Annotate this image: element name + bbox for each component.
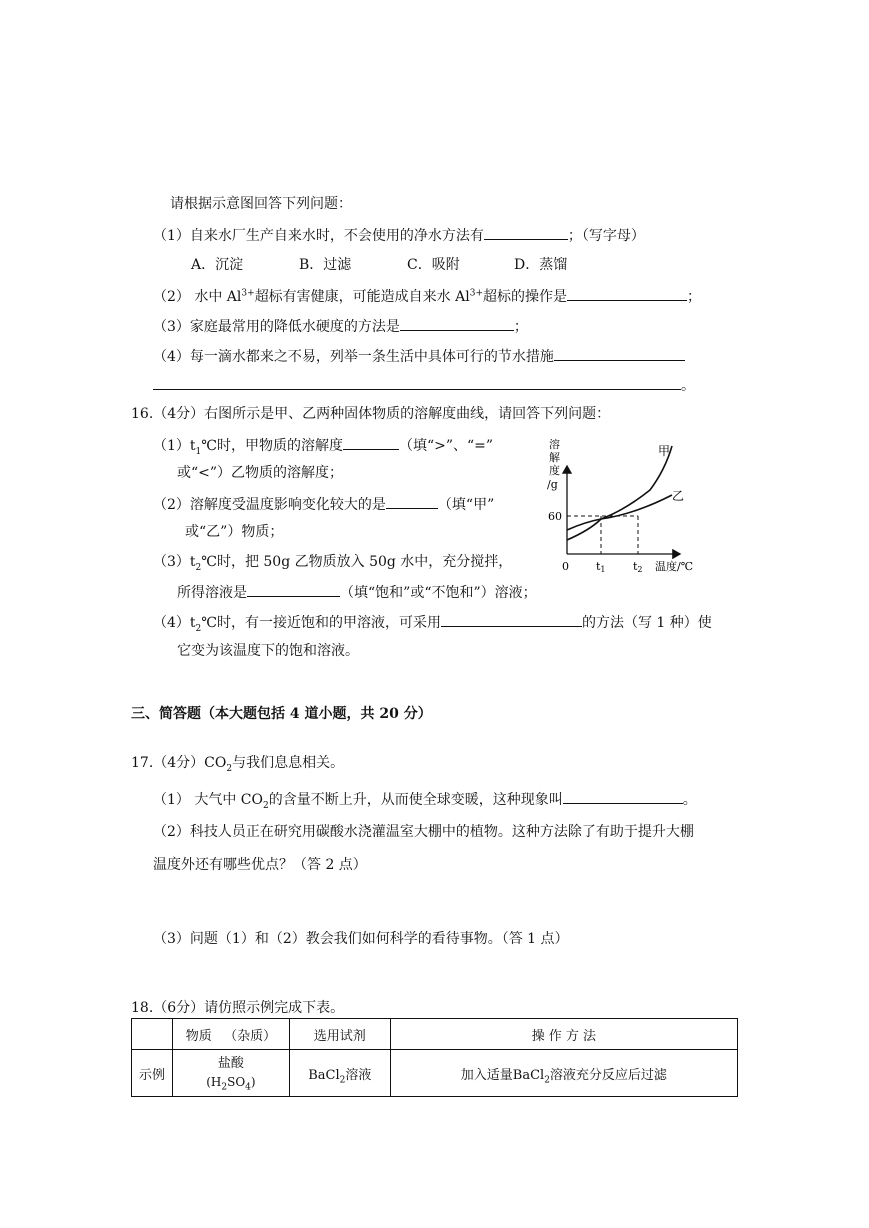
section3-heading: 三、简答题（本大题包括 4 道小题，共 20 分） (131, 706, 432, 722)
q16-p1-sub: 1 (195, 446, 202, 457)
q15-p1-prefix: （1）自来水厂生产自来水时，不会使用的净水方法有 (153, 228, 484, 244)
header-cell-blank (132, 1019, 173, 1050)
q16-p3-a: （3）t (153, 554, 196, 570)
q16-p2-a: （2）溶解度受温度影响变化较大的是 (153, 497, 386, 513)
q15-p1-suffix: ；（写字母） (567, 228, 645, 244)
q15-p4-blank[interactable] (554, 346, 685, 361)
q15-p3-prefix: （3）家庭最常用的降低水硬度的方法是 (153, 319, 400, 335)
q15-part1 (153, 225, 645, 245)
substance-text: 盐酸 (217, 1056, 244, 1071)
series-yi-label: 乙 (672, 489, 685, 503)
q16-p3-sub: 2 (195, 562, 202, 573)
ylabel-char-3: 度 (549, 464, 560, 477)
q17-part1 (153, 789, 697, 809)
q16-p3-b: ℃时，把 50g 乙物质放入 50g 水中，充分搅拌， (201, 554, 513, 570)
q16-part4 (153, 612, 712, 632)
q16-p4-c: 的方法（写 1 种）使 (581, 615, 712, 631)
q15-p2-sup2: 3+ (469, 288, 484, 299)
q16-p1-b: ℃时，甲物质的溶解度 (201, 438, 343, 454)
method-cell: 加入适量BaCl$_2$溶液充分反应后过滤 (390, 1050, 737, 1097)
q15-part2 (153, 286, 701, 306)
option-a: A．沉淀 (191, 257, 244, 273)
q17-p1-blank[interactable] (563, 789, 683, 804)
q16-part1 (153, 435, 493, 455)
q16-p3b-a: 所得溶液是 (177, 585, 247, 601)
table-row (132, 1050, 738, 1097)
x-axis-label: 温度/℃ (655, 560, 694, 573)
q16-p4-b: ℃时，有一接近饱和的甲溶液，可采用 (201, 615, 441, 631)
q17-p1-end: 。 (682, 792, 697, 808)
series-yi-line (567, 495, 672, 530)
impurity-text: $(H_2SO_4)$ (206, 1075, 256, 1093)
q15-p2-text-b: 超标有害健康，可能造成自来水 Al (254, 289, 470, 305)
x-tick-t2: t2 (633, 560, 643, 574)
q15-options (191, 256, 567, 274)
header-cell-method: 操 作 方 法 (390, 1019, 737, 1050)
q17-header-sub: 2 (226, 763, 233, 774)
q16-p4-blank[interactable] (441, 612, 582, 627)
q17-part2: （2）科技人员正在研究用碳酸水浇灌温室大棚中的植物。这种方法除了有助于提升大棚 (153, 824, 694, 840)
q17-p1-b: 的含量不断上升，从而使全球变暖，这种现象叫 (268, 792, 563, 808)
option-b: B．过滤 (299, 257, 352, 273)
q15-p2-suffix: ； (687, 289, 702, 305)
q16-p3-blank[interactable] (247, 582, 340, 597)
q16-part1-cont: 或“<”）乙物质的溶解度； (177, 465, 344, 481)
q18-table (131, 1018, 738, 1097)
row-label-cell: 示例 (132, 1050, 173, 1097)
intro-text: 请根据示意图回答下列问题： (170, 196, 352, 212)
q16-p4-a: （4）t (153, 615, 196, 631)
q15-p1-blank[interactable] (484, 225, 568, 240)
q17-part2-cont: 温度外还有哪些优点？（答 2 点） (153, 857, 367, 873)
q16-p2-b: （填“甲” (437, 497, 495, 513)
header-cell-substance: 物质 （杂质） (172, 1019, 289, 1050)
q15-p2-text-c: 超标的操作是 (483, 289, 568, 305)
ylabel-char-4: /g (547, 478, 558, 491)
series-jia-line (567, 446, 672, 540)
y-tick-60: 60 (548, 510, 562, 523)
table-header-row (132, 1019, 738, 1050)
q15-p2-blank[interactable] (567, 286, 687, 301)
q18-header: 18.（6分）请仿照示例完成下表。 (131, 1000, 345, 1016)
q16-p2-blank[interactable] (386, 494, 438, 509)
q16-p3b-b: （填“饱和”或“不饱和”）溶液； (340, 585, 537, 601)
q16-part2 (153, 494, 494, 514)
ylabel-char-1: 溶 (549, 438, 560, 451)
q16-part3 (153, 553, 512, 571)
q17-header (131, 754, 344, 772)
q16-p4-sub: 2 (195, 623, 202, 634)
ylabel-char-2: 解 (549, 451, 560, 464)
q16-part4-cont: 它变为该温度下的饱和溶液。 (177, 643, 359, 659)
q15-part3 (153, 316, 528, 336)
solubility-chart (540, 430, 715, 580)
q16-part2-cont: 或“乙”）物质； (185, 524, 284, 540)
header-cell-reagent: 选用试剂 (289, 1019, 390, 1050)
q15-p3-blank[interactable] (400, 316, 514, 331)
q17-header-a: 17.（4分）CO (131, 755, 227, 771)
x-tick-t1: t1 (596, 560, 606, 574)
q17-part3: （3）问题（1）和（2）教会我们如何科学的看待事物。（答 1 点） (153, 931, 569, 947)
q16-part3-cont (177, 582, 537, 602)
q15-part4-cont (153, 375, 695, 395)
q15-part4 (153, 346, 685, 366)
q15-p4-end: 。 (681, 378, 695, 394)
q15-p4-blank-2[interactable] (153, 375, 681, 390)
q15-p2-sup1: 3+ (241, 288, 255, 299)
option-c: C．吸附 (407, 257, 460, 273)
q16-header: 16.（4分）右图所示是甲、乙两种固体物质的溶解度曲线，请回答下列问题： (131, 406, 611, 422)
series-jia-label: 甲 (658, 444, 671, 458)
q17-p1-sub: 2 (263, 800, 269, 811)
q16-p1-a: （1）t (153, 438, 196, 454)
reagent-cell: BaCl$_2$溶液 (289, 1050, 390, 1097)
x-origin-label: 0 (562, 560, 569, 573)
q15-p4-prefix: （4）每一滴水都来之不易，列举一条生活中具体可行的节水措施 (153, 349, 554, 365)
q15-p3-suffix: ； (513, 319, 528, 335)
substance-cell (172, 1050, 289, 1097)
q16-p1-blank[interactable] (343, 435, 399, 450)
q15-p2-text-a: （2） 水中 Al (153, 289, 242, 305)
q17-header-b: 与我们息息相关。 (232, 755, 345, 771)
q17-p1-a: （1） 大气中 CO (153, 792, 263, 808)
option-d: D．蒸馏 (514, 257, 568, 273)
q16-p1-c: （填“>”、“=” (398, 438, 494, 454)
